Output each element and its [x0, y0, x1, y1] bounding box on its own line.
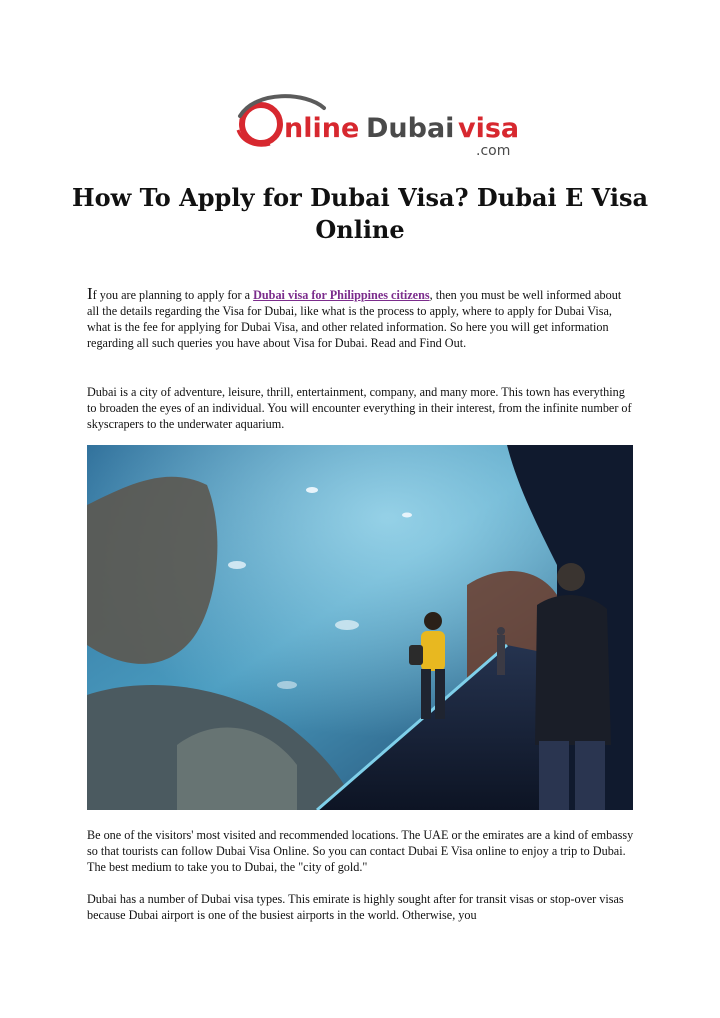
intro-text-before-link: f you are planning to apply for a [92, 288, 254, 302]
dubai-city-paragraph: Dubai is a city of adventure, leisure, thrill, entertainment, company, and many more. This town has everything to broaden the eyes of an individual. You will encounter everything in their interest, from the infinite number of skyscrapers to the underwater aquarium. [87, 385, 632, 431]
intro-text-after-link: , then you must be well informed about all the details regarding the Visa for Dubai, like what is the process to apply, where to apply for Dubai Visa, what is the fee for applying for Dubai Visa, and other related information. So here you will get information regarding all such queries you have about Visa for Dubai. Read and Find Out. [87, 288, 622, 350]
svg-text:nline: nline [284, 113, 360, 144]
svg-text:Dubai: Dubai [366, 113, 455, 144]
svg-text:visa: visa [458, 113, 520, 144]
drop-cap: I [87, 284, 93, 303]
visitors-paragraph: Be one of the visitors' most visited and recommended locations. The UAE or the emirates are a kind of embassy so that tourists can follow Dubai Visa Online. So you can contact Dubai E Visa online to enjoy a trip to Dubai. The best medium to take you to Dubai, the "city of gold." [87, 828, 634, 874]
visa-types-paragraph: Dubai has a number of Dubai visa types. This emirate is highly sought after for transit visas or stop-over visas because Dubai airport is one of the busiest airports in the world. Otherwise, you [87, 892, 624, 922]
intro-paragraph [87, 286, 635, 351]
page-title: How To Apply for Dubai Visa? Dubai E Visa Online [71, 183, 649, 244]
philippines-visa-link[interactable]: Dubai visa for Philippines citizens [253, 288, 430, 302]
svg-text:.com: .com [476, 143, 511, 159]
dubai-aquarium-tunnel-photo [87, 445, 633, 810]
online-dubai-visa-logo[interactable] [236, 94, 526, 160]
